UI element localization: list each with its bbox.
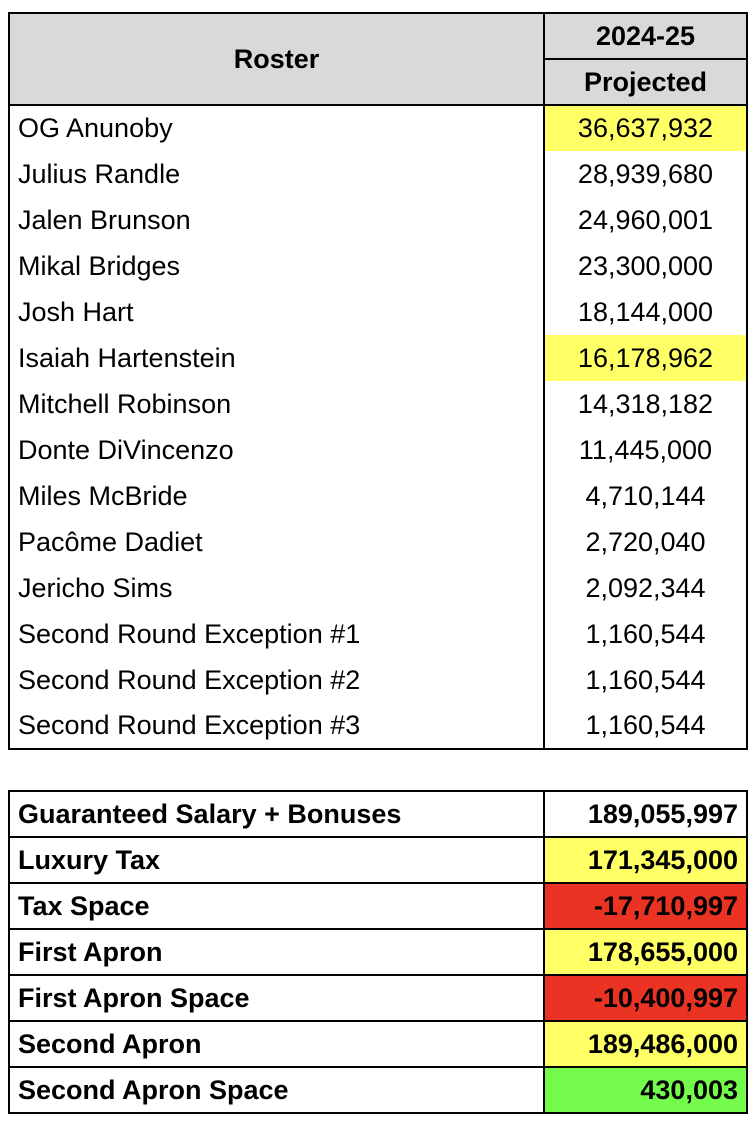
player-name: Second Round Exception #3 bbox=[9, 703, 544, 749]
summary-label: First Apron bbox=[9, 929, 544, 975]
roster-row bbox=[9, 565, 747, 611]
summary-row bbox=[9, 1021, 747, 1067]
roster-row bbox=[9, 657, 747, 703]
player-name: Donte DiVincenzo bbox=[9, 427, 544, 473]
roster-row bbox=[9, 703, 747, 749]
player-name: Jalen Brunson bbox=[9, 197, 544, 243]
roster-row bbox=[9, 519, 747, 565]
projected-header: Projected bbox=[544, 59, 747, 105]
summary-row bbox=[9, 837, 747, 883]
summary-value: 430,003 bbox=[544, 1067, 747, 1113]
player-name: Josh Hart bbox=[9, 289, 544, 335]
roster-header: Roster bbox=[9, 13, 544, 105]
player-name: Miles McBride bbox=[9, 473, 544, 519]
player-name: Julius Randle bbox=[9, 151, 544, 197]
summary-value: -17,710,997 bbox=[544, 883, 747, 929]
summary-label: First Apron Space bbox=[9, 975, 544, 1021]
summary-row bbox=[9, 975, 747, 1021]
player-salary: 18,144,000 bbox=[544, 289, 747, 335]
summary-row bbox=[9, 791, 747, 837]
player-salary: 2,720,040 bbox=[544, 519, 747, 565]
summary-label: Tax Space bbox=[9, 883, 544, 929]
player-name: Mikal Bridges bbox=[9, 243, 544, 289]
cap-summary-table bbox=[8, 790, 748, 1114]
player-salary: 4,710,144 bbox=[544, 473, 747, 519]
player-salary: 36,637,932 bbox=[544, 105, 747, 151]
summary-label: Second Apron bbox=[9, 1021, 544, 1067]
summary-row bbox=[9, 883, 747, 929]
player-salary: 2,092,344 bbox=[544, 565, 747, 611]
player-name: Mitchell Robinson bbox=[9, 381, 544, 427]
roster-row bbox=[9, 473, 747, 519]
roster-row bbox=[9, 243, 747, 289]
summary-row bbox=[9, 1067, 747, 1113]
summary-value: -10,400,997 bbox=[544, 975, 747, 1021]
season-header: 2024-25 bbox=[544, 13, 747, 59]
player-salary: 16,178,962 bbox=[544, 335, 747, 381]
player-salary: 14,318,182 bbox=[544, 381, 747, 427]
roster-row bbox=[9, 151, 747, 197]
summary-value: 178,655,000 bbox=[544, 929, 747, 975]
player-salary: 23,300,000 bbox=[544, 243, 747, 289]
player-name: Isaiah Hartenstein bbox=[9, 335, 544, 381]
roster-row bbox=[9, 381, 747, 427]
roster-row bbox=[9, 289, 747, 335]
player-name: Jericho Sims bbox=[9, 565, 544, 611]
player-salary: 28,939,680 bbox=[544, 151, 747, 197]
roster-row bbox=[9, 197, 747, 243]
summary-value: 171,345,000 bbox=[544, 837, 747, 883]
roster-table bbox=[8, 12, 748, 750]
player-name: Pacôme Dadiet bbox=[9, 519, 544, 565]
summary-label: Luxury Tax bbox=[9, 837, 544, 883]
summary-row bbox=[9, 929, 747, 975]
roster-row bbox=[9, 611, 747, 657]
player-salary: 1,160,544 bbox=[544, 657, 747, 703]
roster-row bbox=[9, 105, 747, 151]
roster-row bbox=[9, 335, 747, 381]
player-salary: 24,960,001 bbox=[544, 197, 747, 243]
summary-label: Guaranteed Salary + Bonuses bbox=[9, 791, 544, 837]
player-salary: 11,445,000 bbox=[544, 427, 747, 473]
player-salary: 1,160,544 bbox=[544, 611, 747, 657]
player-name: OG Anunoby bbox=[9, 105, 544, 151]
roster-row bbox=[9, 427, 747, 473]
player-name: Second Round Exception #1 bbox=[9, 611, 544, 657]
player-name: Second Round Exception #2 bbox=[9, 657, 544, 703]
summary-value: 189,055,997 bbox=[544, 791, 747, 837]
summary-label: Second Apron Space bbox=[9, 1067, 544, 1113]
summary-value: 189,486,000 bbox=[544, 1021, 747, 1067]
player-salary: 1,160,544 bbox=[544, 703, 747, 749]
